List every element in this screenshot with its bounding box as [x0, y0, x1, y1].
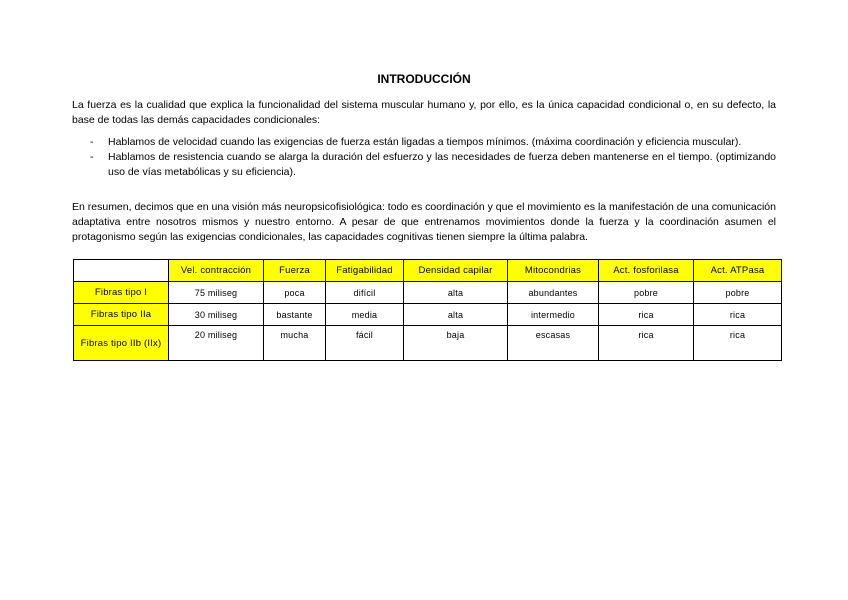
table-header-row	[74, 260, 782, 282]
bullet-dash: -	[90, 151, 94, 163]
table-cell: baja	[404, 326, 508, 361]
fiber-types-table	[73, 259, 782, 361]
list-item-text: Hablamos de velocidad cuando las exigencias de fuerza están ligadas a tiempos mínimos. (máxima coordinación y eficiencia muscular).	[108, 136, 742, 148]
table-cell: pobre	[694, 282, 782, 304]
column-header: Act. fosforilasa	[599, 260, 694, 282]
bullet-list	[72, 135, 776, 180]
table-corner-cell	[74, 260, 169, 282]
column-header: Densidad capilar	[404, 260, 508, 282]
table-cell: rica	[599, 326, 694, 361]
table-row	[74, 326, 782, 361]
table-cell: rica	[599, 304, 694, 326]
column-header: Vel. contracción	[169, 260, 264, 282]
table-cell: abundantes	[508, 282, 599, 304]
column-header: Fatigabilidad	[326, 260, 404, 282]
table-cell: rica	[694, 304, 782, 326]
row-header: Fibras tipo IIb (IIx)	[74, 326, 169, 361]
column-header: Act. ATPasa	[694, 260, 782, 282]
column-header: Mitocondrias	[508, 260, 599, 282]
table-cell: pobre	[599, 282, 694, 304]
table-row	[74, 304, 782, 326]
table-cell: intermedio	[508, 304, 599, 326]
table-cell: 20 miliseg	[169, 326, 264, 361]
table-cell: poca	[264, 282, 326, 304]
row-header: Fibras tipo IIa	[74, 304, 169, 326]
table-cell: fácil	[326, 326, 404, 361]
table-cell: alta	[404, 282, 508, 304]
table-cell: rica	[694, 326, 782, 361]
list-item	[72, 150, 776, 180]
table-cell: media	[326, 304, 404, 326]
column-header: Fuerza	[264, 260, 326, 282]
summary-paragraph: En resumen, decimos que en una visión más neuropsicofisiológica: todo es coordinación y que el movimiento es la manifestación de una comunicación adaptativa entre nosotros mismos y nuestro entorno. A pesar de que entrenamos movimientos donde la fuerza y la coordinación asumen el protagonismo según las exigencias condicionales, las capacidades cognitivas tienen siempre la última palabra.	[72, 201, 776, 243]
list-item-text: Hablamos de resistencia cuando se alarga la duración del esfuerzo y las necesidades de fuerza deben mantenerse en el tiempo. (optimizando uso de vías metabólicas y su eficiencia).	[108, 151, 776, 178]
row-header: Fibras tipo I	[74, 282, 169, 304]
intro-paragraph: La fuerza es la cualidad que explica la funcionalidad del sistema muscular humano y, por ello, es la única capacidad condicional o, en su defecto, la base de todas las demás capacidades condicionales:	[72, 99, 776, 126]
table-cell: escasas	[508, 326, 599, 361]
table-cell: alta	[404, 304, 508, 326]
bullet-dash: -	[90, 136, 94, 148]
table-cell: mucha	[264, 326, 326, 361]
table-cell: 30 miliseg	[169, 304, 264, 326]
table-cell: bastante	[264, 304, 326, 326]
list-item	[72, 135, 776, 150]
page-title: INTRODUCCIÓN	[377, 72, 471, 86]
table-row	[74, 282, 782, 304]
table-cell: 75 miliseg	[169, 282, 264, 304]
table-cell: difícil	[326, 282, 404, 304]
